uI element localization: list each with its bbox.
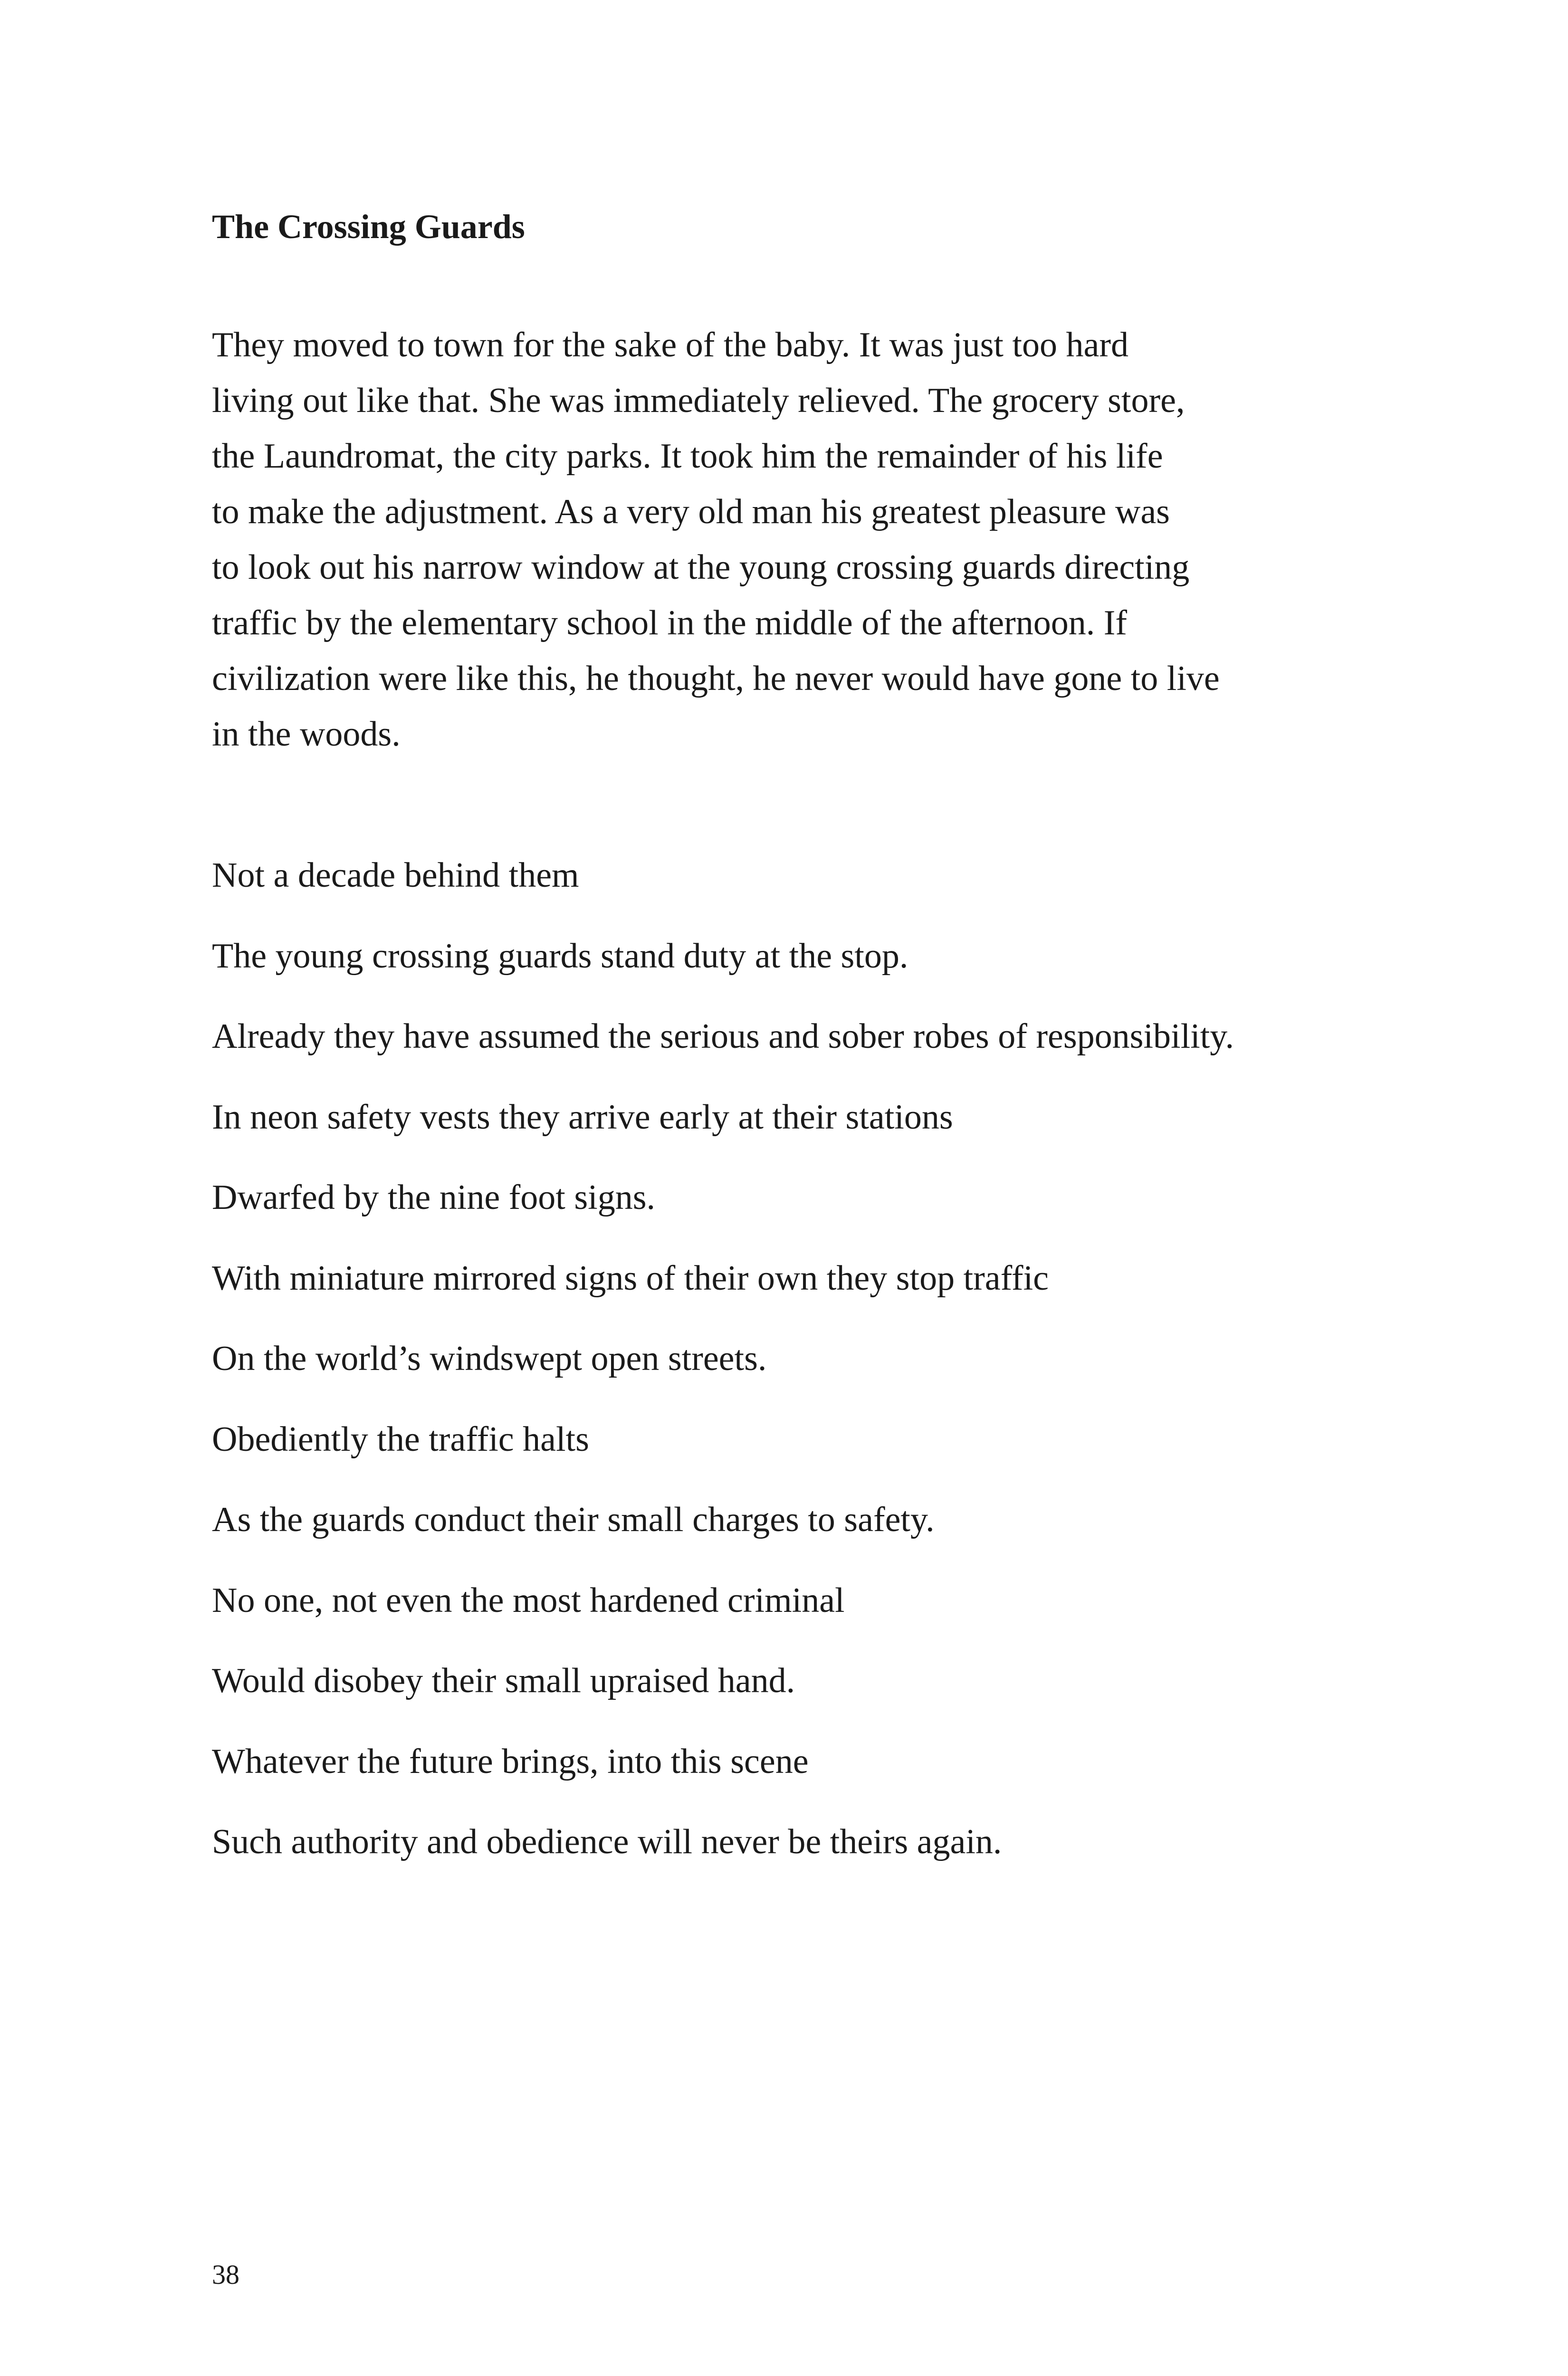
page-number: 38	[212, 2259, 239, 2290]
prose-line: in the woods.	[212, 715, 401, 754]
poem-line: With miniature mirrored signs of their own they stop traffic	[212, 1258, 1049, 1298]
prose-line: to make the adjustment. As a very old man his greatest pleasure was	[212, 492, 1170, 531]
prose-line: civilization were like this, he thought, he never would have gone to live	[212, 659, 1220, 698]
prose-intro	[212, 317, 1400, 762]
poem-line: Dwarfed by the nine foot signs.	[212, 1178, 656, 1217]
poem-line: Not a decade behind them	[212, 856, 579, 895]
prose-line: to look out his narrow window at the young crossing guards directing	[212, 548, 1190, 587]
poem-line: Such authority and obedience will never be theirs again.	[212, 1822, 1002, 1861]
poem-line: As the guards conduct their small charges to safety.	[212, 1500, 935, 1539]
poem-title: The Crossing Guards	[212, 208, 525, 246]
poem-line: No one, not even the most hardened criminal	[212, 1581, 845, 1620]
poem-line: The young crossing guards stand duty at the stop.	[212, 936, 908, 976]
poem-line: Obediently the traffic halts	[212, 1419, 589, 1459]
poem-line: In neon safety vests they arrive early at their stations	[212, 1097, 953, 1137]
poem-line: Whatever the future brings, into this scene	[212, 1742, 809, 1781]
poem-line: Already they have assumed the serious and sober robes of responsibility.	[212, 1017, 1234, 1056]
poem-body	[212, 855, 1447, 1903]
prose-line: traffic by the elementary school in the middle of the afternoon. If	[212, 604, 1128, 642]
prose-line: They moved to town for the sake of the baby. It was just too hard	[212, 326, 1129, 364]
prose-line: living out like that. She was immediately relieved. The grocery store,	[212, 381, 1185, 420]
poem-line: On the world’s windswept open streets.	[212, 1339, 767, 1378]
prose-line: the Laundromat, the city parks. It took him the remainder of his life	[212, 437, 1163, 476]
poem-line: Would disobey their small upraised hand.	[212, 1661, 795, 1700]
